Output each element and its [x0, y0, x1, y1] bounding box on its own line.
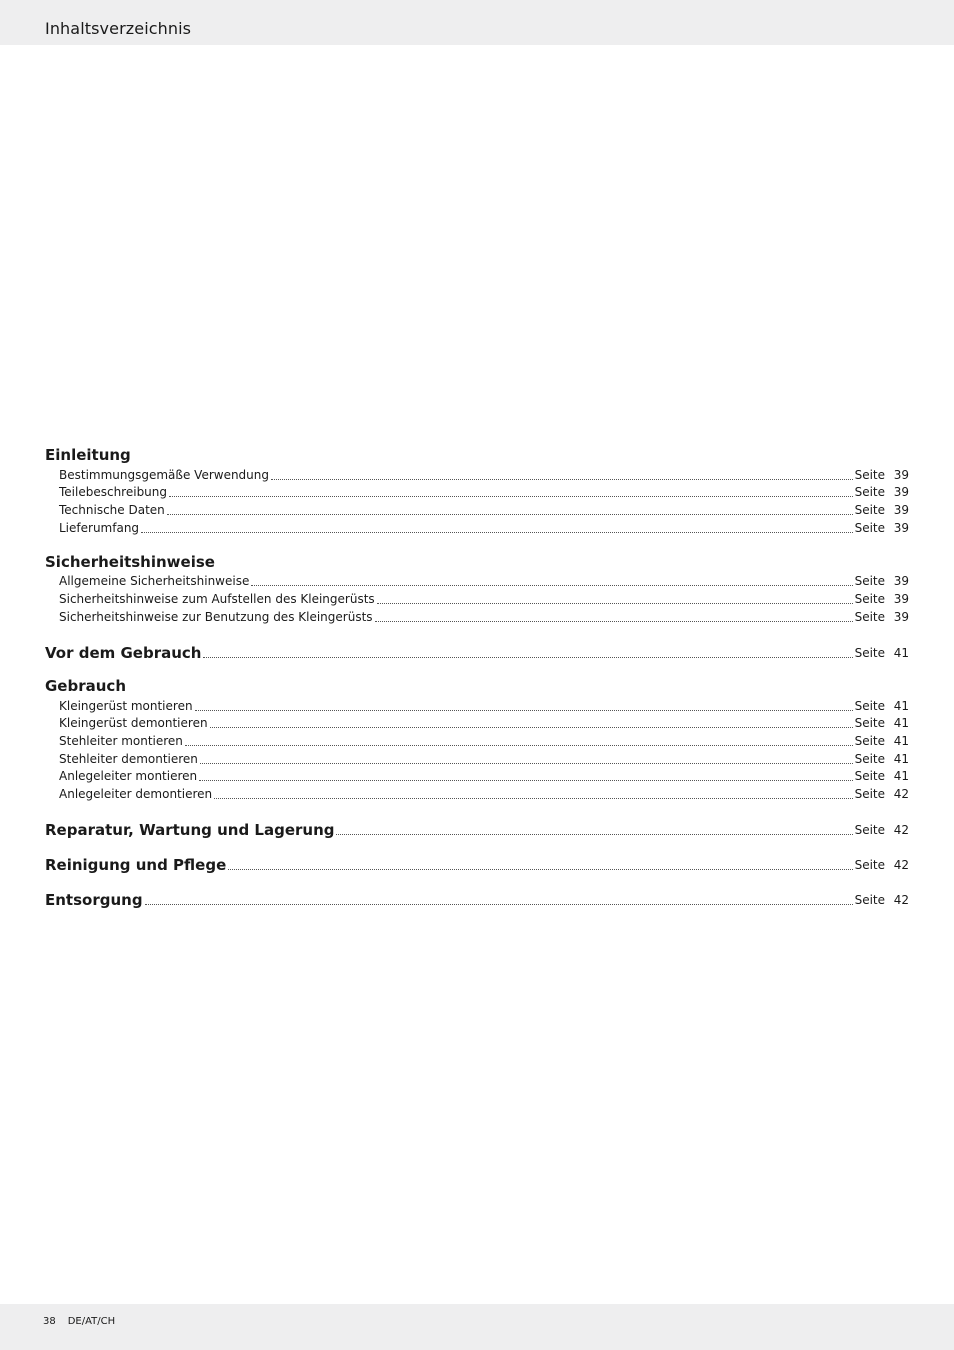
toc-entry[interactable]	[45, 696, 909, 714]
page-number: 42	[893, 786, 909, 801]
entry-label: Anlegeleiter montieren	[59, 769, 198, 784]
toc-entry[interactable]	[45, 500, 909, 518]
page-ref	[855, 646, 909, 661]
page-number: 39	[893, 574, 909, 589]
toc-main-entry[interactable]	[45, 854, 909, 873]
toc-entry[interactable]	[45, 607, 909, 625]
page-word: Seite	[854, 786, 885, 801]
page-number: 39	[893, 609, 909, 624]
page-ref	[855, 893, 909, 908]
section-heading: Gebrauch	[45, 676, 126, 695]
entry-label: Bestimmungsgemäße Verwendung	[59, 467, 270, 482]
page-ref	[855, 734, 909, 749]
page-ref	[855, 823, 909, 838]
page-ref	[855, 592, 909, 607]
page-number: 39	[893, 520, 909, 535]
page-title: Inhaltsverzeichnis	[45, 19, 192, 38]
toc-section-gebrauch	[45, 677, 909, 802]
dot-leader	[377, 602, 853, 604]
dot-leader	[145, 903, 853, 905]
toc-section-einleitung	[45, 446, 909, 536]
page-word: Seite	[854, 769, 885, 784]
dot-leader	[375, 620, 853, 622]
dot-leader	[251, 584, 852, 586]
page-number: 39	[893, 592, 909, 607]
page-ref	[855, 716, 909, 731]
page-number: 41	[893, 698, 909, 713]
page-ref	[855, 468, 909, 483]
entry-label: Kleingerüst demontieren	[59, 716, 208, 731]
page-number: 39	[893, 485, 909, 500]
dot-leader	[271, 478, 853, 480]
page-ref	[855, 574, 909, 589]
page-word: Seite	[854, 592, 885, 607]
entry-label: Teilebeschreibung	[59, 485, 168, 500]
footer-page-number: 38	[43, 1316, 56, 1327]
dot-leader	[200, 762, 853, 764]
page-word: Seite	[854, 822, 885, 837]
dot-leader	[169, 495, 853, 497]
toc-section-reparatur	[45, 819, 909, 838]
dot-leader	[228, 868, 852, 870]
page-number: 41	[893, 733, 909, 748]
dot-leader	[185, 744, 853, 746]
toc-section-entsorgung	[45, 889, 909, 908]
toc-entry[interactable]	[45, 784, 909, 802]
page-word: Seite	[854, 751, 885, 766]
footer	[43, 1316, 127, 1327]
entry-label: Lieferumfang	[59, 520, 140, 535]
page-word: Seite	[854, 698, 885, 713]
entry-label: Kleingerüst montieren	[59, 698, 193, 713]
entry-label: Entsorgung	[45, 890, 143, 909]
entry-label: Sicherheitshinweise zur Benutzung des Kleingerüsts	[59, 609, 373, 624]
toc-entry[interactable]	[45, 518, 909, 536]
toc-entry[interactable]	[45, 589, 909, 607]
page-word: Seite	[854, 574, 885, 589]
page-ref	[855, 858, 909, 873]
page-number: 39	[893, 467, 909, 482]
page-word: Seite	[854, 645, 885, 660]
page-number: 41	[893, 645, 909, 660]
dot-leader	[210, 726, 853, 728]
page-ref	[855, 699, 909, 714]
footer-region: DE/AT/CH	[67, 1316, 116, 1327]
entry-label: Allgemeine Sicherheitshinweise	[59, 574, 250, 589]
entry-label: Anlegeleiter demontieren	[59, 786, 213, 801]
dot-leader	[195, 709, 853, 711]
page-word: Seite	[854, 467, 885, 482]
page-word: Seite	[854, 733, 885, 748]
page-ref	[855, 787, 909, 802]
entry-label: Reinigung und Pflege	[45, 855, 227, 874]
page-ref	[855, 485, 909, 500]
toc-section-vor-dem-gebrauch	[45, 642, 909, 661]
toc-entry[interactable]	[45, 572, 909, 590]
dot-leader	[214, 797, 852, 799]
toc-entry[interactable]	[45, 749, 909, 767]
table-of-contents	[45, 446, 909, 908]
entry-label: Technische Daten	[59, 503, 165, 518]
page-word: Seite	[854, 609, 885, 624]
toc-main-entry[interactable]	[45, 642, 909, 661]
section-heading: Einleitung	[45, 446, 131, 464]
entry-label: Reparatur, Wartung und Lagerung	[45, 820, 335, 839]
page-word: Seite	[854, 892, 885, 907]
page-ref	[855, 610, 909, 625]
page-word: Seite	[854, 520, 885, 535]
toc-section-reinigung	[45, 854, 909, 873]
section-heading: Sicherheitshinweise	[45, 552, 215, 571]
page-number: 42	[893, 822, 909, 837]
footer-bar	[0, 1304, 954, 1350]
entry-label: Stehleiter montieren	[59, 733, 183, 748]
toc-entry[interactable]	[45, 767, 909, 785]
dot-leader	[203, 656, 852, 658]
page-word: Seite	[854, 716, 885, 731]
toc-entry[interactable]	[45, 731, 909, 749]
toc-entry[interactable]	[45, 465, 909, 483]
toc-section-sicherheitshinweise	[45, 553, 909, 625]
page-number: 42	[893, 857, 909, 872]
toc-main-entry[interactable]	[45, 819, 909, 838]
page-word: Seite	[854, 503, 885, 518]
entry-label: Stehleiter demontieren	[59, 751, 198, 766]
toc-main-entry[interactable]	[45, 889, 909, 908]
page-number: 42	[893, 892, 909, 907]
page-word: Seite	[854, 857, 885, 872]
page-ref	[855, 769, 909, 784]
entry-label: Vor dem Gebrauch	[45, 643, 202, 662]
dot-leader	[167, 513, 853, 515]
page-ref	[855, 503, 909, 518]
page-number: 41	[893, 716, 909, 731]
page-number: 41	[893, 751, 909, 766]
page-ref	[855, 752, 909, 767]
toc-entry[interactable]	[45, 714, 909, 732]
page-ref	[855, 521, 909, 536]
dot-leader	[141, 531, 853, 533]
page-number: 39	[893, 503, 909, 518]
page-number: 41	[893, 769, 909, 784]
dot-leader	[336, 833, 852, 835]
toc-entry[interactable]	[45, 483, 909, 501]
page-word: Seite	[854, 485, 885, 500]
dot-leader	[199, 779, 852, 781]
entry-label: Sicherheitshinweise zum Aufstellen des Kleingerüsts	[59, 592, 375, 607]
